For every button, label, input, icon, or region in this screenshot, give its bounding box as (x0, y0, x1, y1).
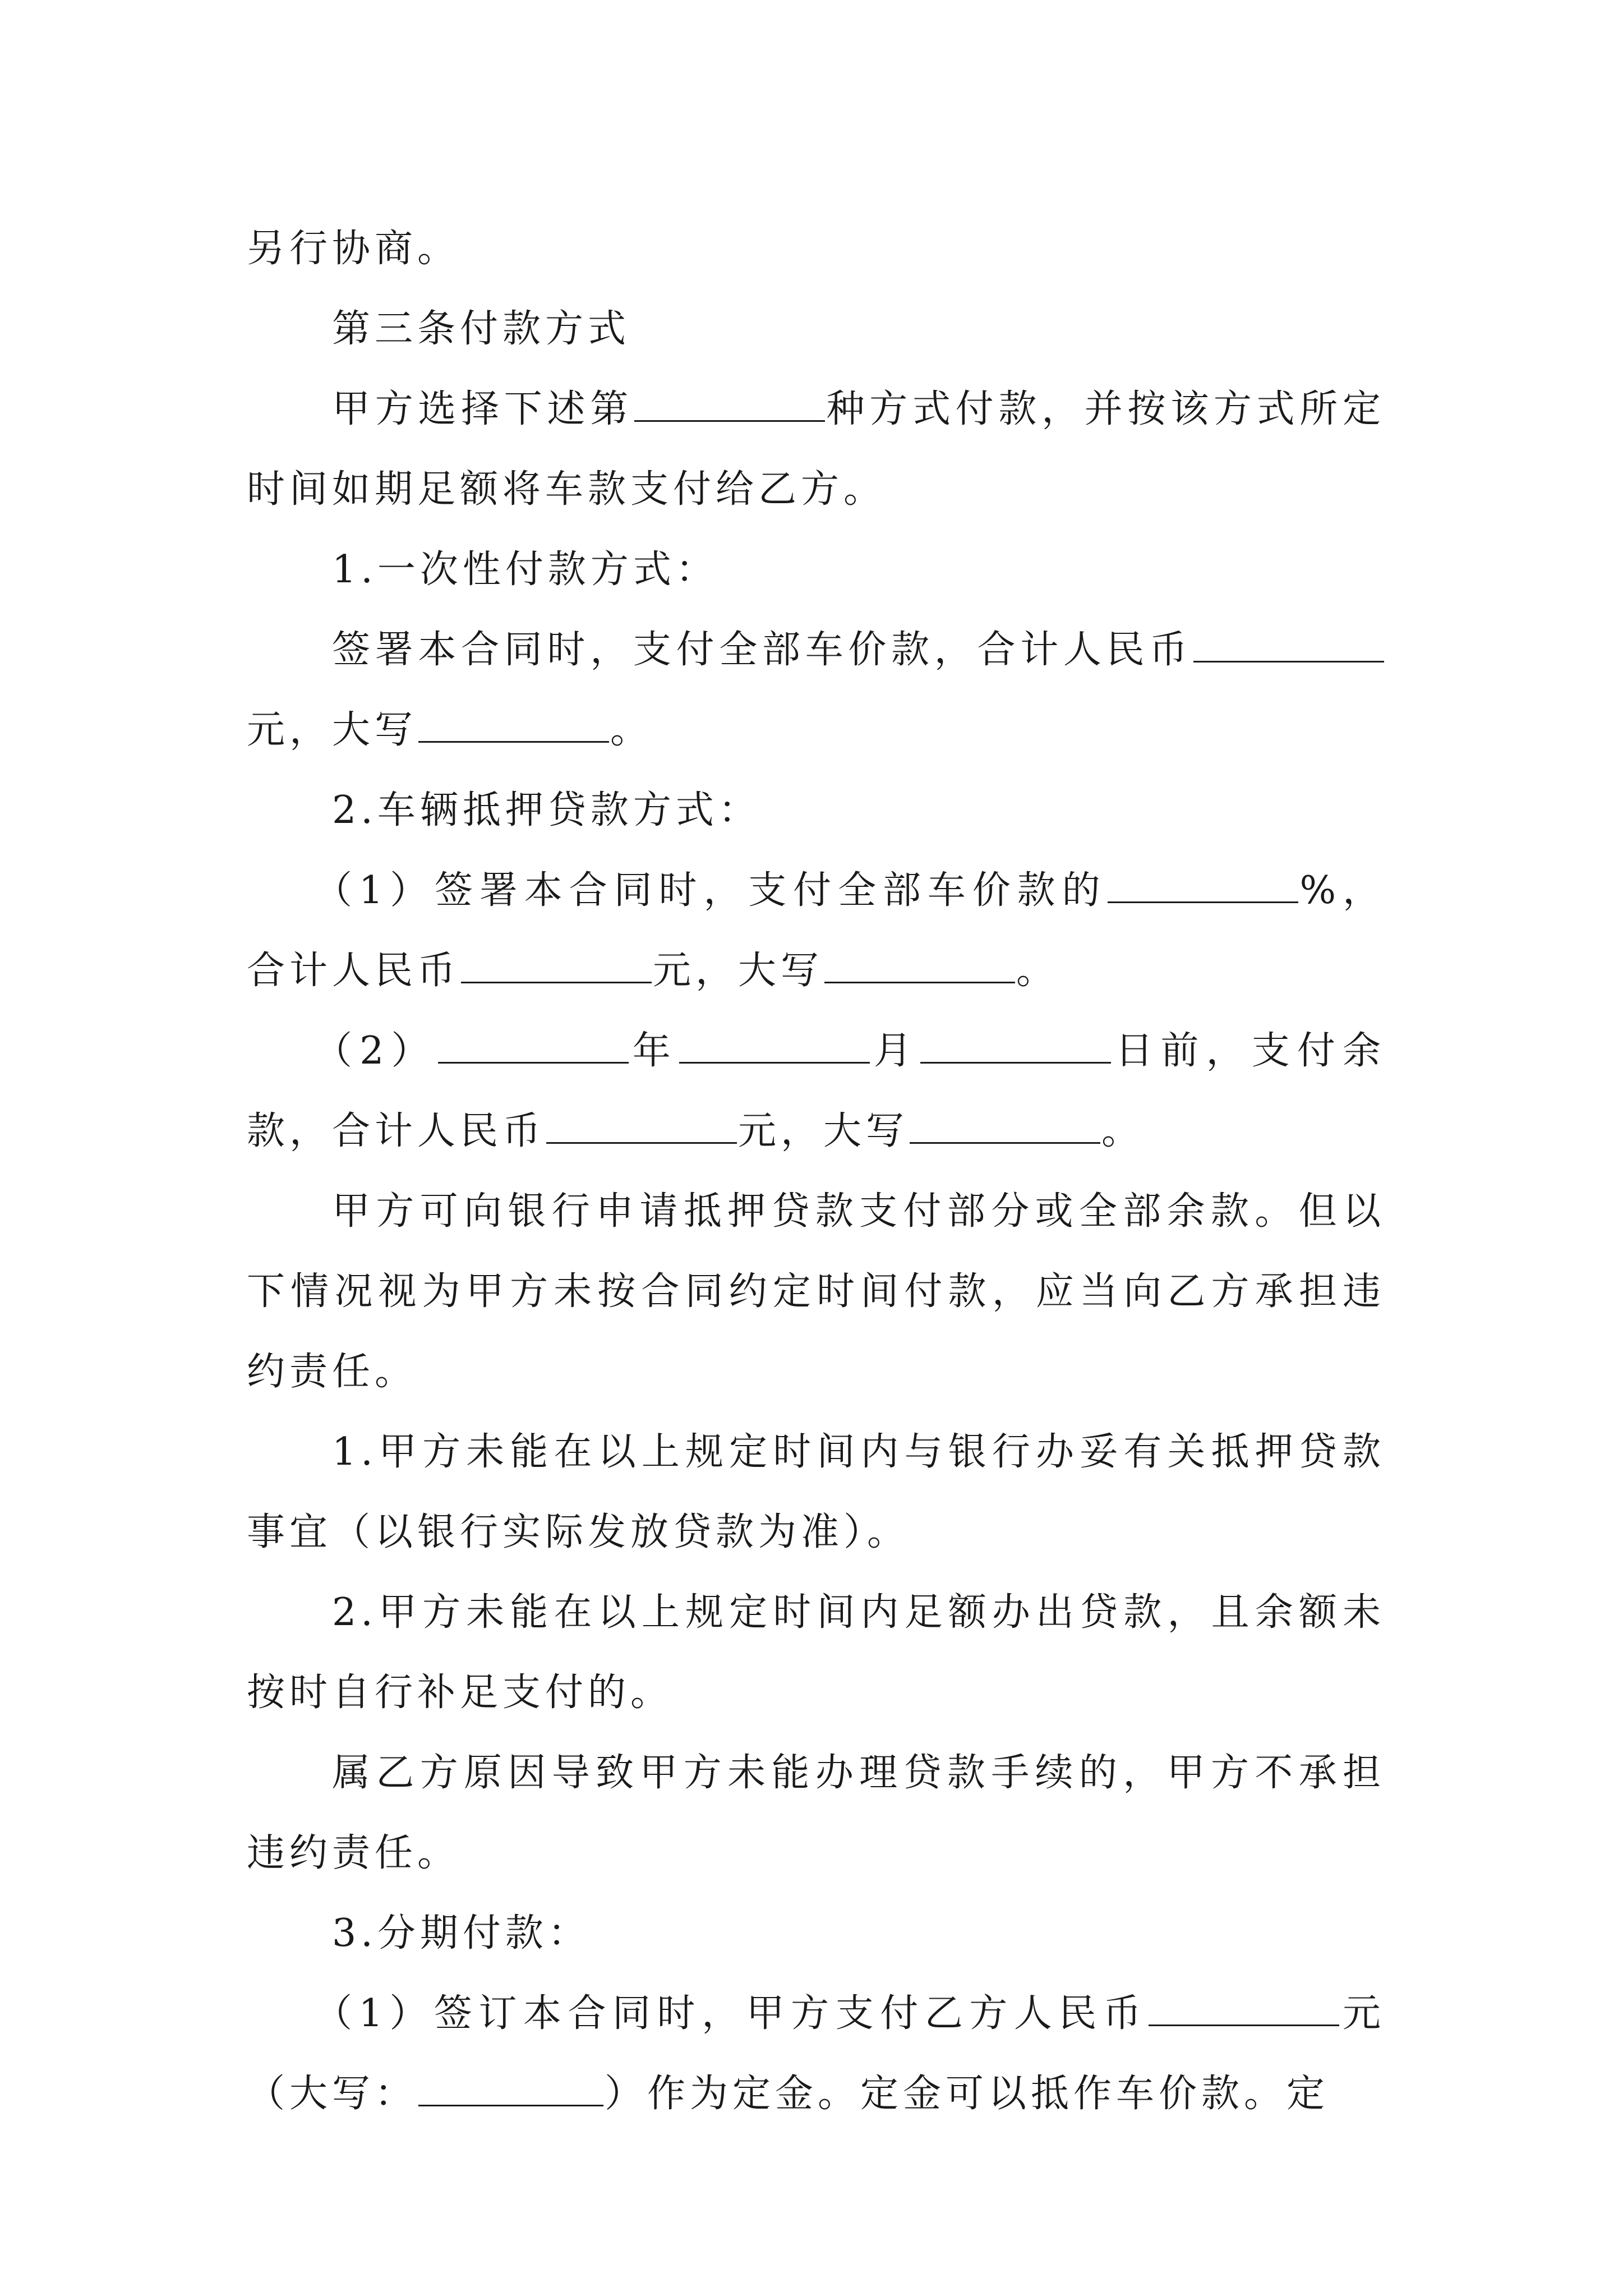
blank-line (1193, 627, 1384, 662)
paragraph-lump-sum (247, 610, 1385, 770)
blank-line (1149, 1991, 1339, 2026)
text-segment: （1）签订本合同时，甲方支付乙方人民币 (314, 1991, 1148, 2036)
paragraph-exemption (247, 1733, 1385, 1893)
paragraph-text: 甲方可向银行申请抵押贷款支付部分或全部余款。但以下情况视为甲方未按合同约定时间付款，应当向乙方承担违约责任。 (247, 1189, 1385, 1394)
blank-line (634, 386, 825, 422)
blank-line (461, 948, 652, 983)
text-segment: 甲方选择下述第 (332, 387, 633, 431)
text-segment: 。 (610, 708, 653, 752)
blank-line (920, 1028, 1111, 1064)
blank-line (418, 707, 609, 743)
text-segment: 月 (870, 1029, 920, 1073)
text-segment: 种方式付款，并按该方式所定时间如期足额将车款支付给乙方。 (247, 387, 1385, 512)
text-segment: 。 (1016, 949, 1059, 993)
clause-title: 1.一次性付款方式： (332, 547, 718, 592)
blank-line (418, 2071, 603, 2106)
text-segment: 日前，支付余款，合计人民币 (247, 1029, 1385, 1153)
text-segment: 年 (629, 1029, 678, 1073)
blank-line (910, 1108, 1100, 1144)
text-segment: 签署本合同时，支付全部车价款，合计人民币 (332, 628, 1192, 672)
text-segment: ）作为定金。定金可以抵作车价款。定 (605, 2072, 1330, 2116)
blank-line (546, 1108, 737, 1144)
paragraph-bank-loan (247, 1171, 1385, 1412)
clause-title: 3.分期付款： (332, 1911, 591, 1955)
blank-line (824, 948, 1015, 983)
clause-item (247, 530, 1385, 610)
paragraph-text: 另行协商。 (247, 227, 460, 271)
paragraph-text: 2.甲方未能在以上规定时间内足额办出贷款，且余额未按时自行补足支付的。 (247, 1590, 1385, 1715)
paragraph-mortgage-1 (247, 850, 1385, 1011)
paragraph-mortgage-2 (247, 1011, 1385, 1171)
clause-title: 2.车辆抵押贷款方式： (332, 788, 761, 832)
article-title: 第三条付款方式 (332, 307, 631, 351)
clause-item (247, 770, 1385, 850)
clause-item (247, 1893, 1385, 1973)
blank-line (679, 1028, 870, 1064)
text-segment: 元，大写 (247, 708, 418, 752)
blank-line (1108, 868, 1298, 903)
paragraph-text: 1.甲方未能在以上规定时间内与银行办妥有关抵押贷款事宜（以银行实际发放贷款为准）。 (247, 1430, 1385, 1554)
text-segment: 元，大写 (653, 949, 824, 993)
paragraph-installment-1 (247, 1973, 1385, 2134)
paragraph-payment-choice (247, 369, 1385, 530)
paragraph-continuation (247, 209, 1385, 289)
text-segment: （2） (314, 1029, 437, 1073)
text-segment: %，合计人民币 (247, 868, 1385, 993)
paragraph-condition-2 (247, 1572, 1385, 1733)
text-segment: 元，大写 (738, 1109, 909, 1153)
text-segment: 元（大写： (247, 1991, 1385, 2116)
article-heading (247, 289, 1385, 369)
blank-line (438, 1028, 629, 1064)
text-segment: 。 (1101, 1109, 1145, 1153)
paragraph-text: 属乙方原因导致甲方未能办理贷款手续的，甲方不承担违约责任。 (247, 1751, 1385, 1875)
text-segment: （1）签署本合同时，支付全部车价款的 (314, 868, 1107, 913)
paragraph-condition-1 (247, 1412, 1385, 1572)
contract-text-body (247, 209, 1385, 2134)
